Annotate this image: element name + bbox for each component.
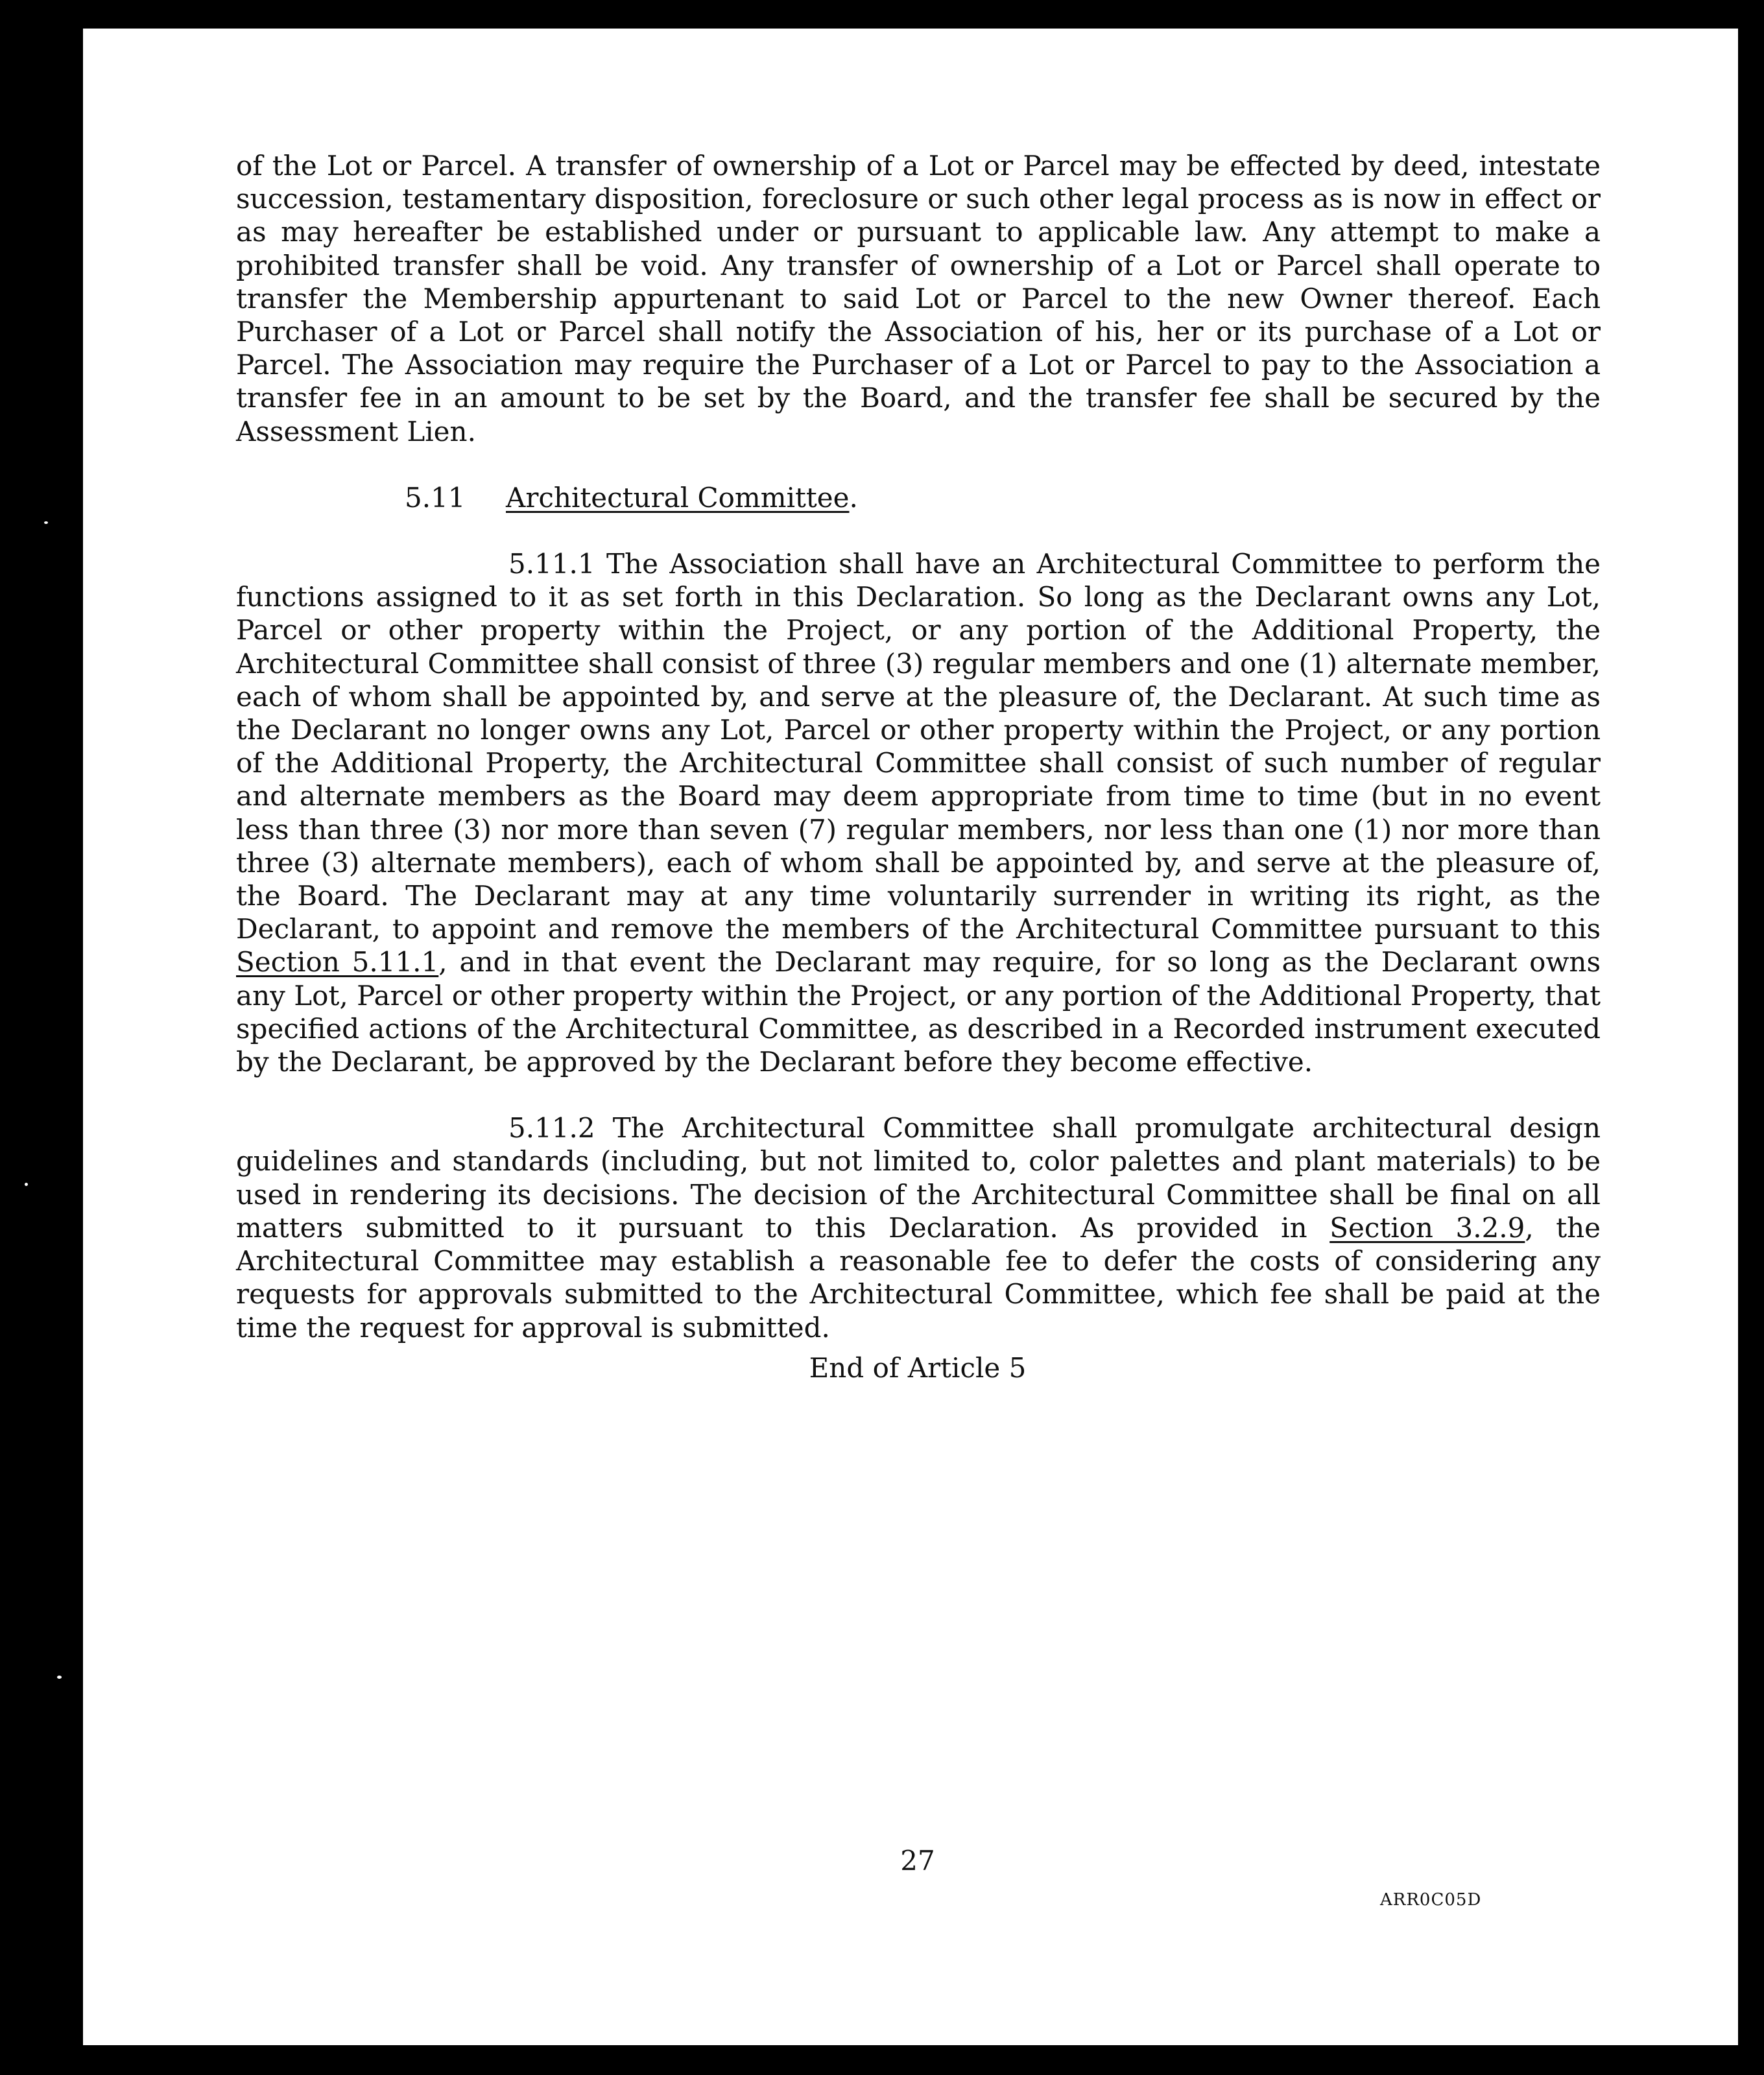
- subsection-5-11-1: [236, 547, 1601, 1078]
- end-of-article: End of Article 5: [809, 1352, 1027, 1384]
- section-title-period: .: [849, 481, 858, 514]
- subsection-text: 5.11.1 The Association shall have an Architectural Committee to perform the functions assigned to it as set forth in this Declaration. So long as the Declarant owns any Lot, Parcel or other property within the Project, or any portion of the Additional Property, the Architectural Committee shall consist of three (3) regular members and one (1) alternate member, each of whom shall be appointed by, and serve at the pleasure of, the Declarant. At such time as the Declarant no longer owns any Lot, Parcel or other property within the Project, or any portion of the Additional Property, the Architectural Committee shall consist of such number of regular and alternate members as the Board may deem appropriate from time to time (but in no event less than three (3) nor more than seven (7) regular members, nor less than one (1) nor more than three (3) alternate members), each of whom shall be appointed by, and serve at the pleasure of, the Board. The Declarant may at any time voluntarily surrender in writing its right, as the Declarant, to appoint and remove the members of the Architectural Committee pursuant to this: [236, 548, 1601, 945]
- subsection-text: , and in that event the Declarant may require, for so long as the Declarant owns any Lot, Parcel or other property within the Project, or any portion of the Additional Property, that specified actions of the Architectural Committee, as described in a Recorded instrument executed by the Declarant, be approved by the Declarant before they become effective.: [236, 946, 1601, 1078]
- section-reference: Section 3.2.9: [1329, 1211, 1525, 1244]
- section-title: Architectural Committee: [506, 481, 850, 514]
- subsection-text: , the Architectural Committee may establish a reasonable fee to defer the costs of considering any requests for approvals submitted to the Architectural Committee, which fee shall be paid at the time the request for approval is submitted.: [236, 1211, 1601, 1344]
- page-number: 27: [900, 1845, 935, 1877]
- opening-paragraph: of the Lot or Parcel. A transfer of ownership of a Lot or Parcel may be effected by deed, intestate succession, testamentary disposition, foreclosure or such other legal process as is now in effect or as may hereafter be established under or pursuant to applicable law. Any attempt to make a prohibited transfer shall be void. Any transfer of ownership of a Lot or Parcel shall operate to transfer the Membership appurtenant to said Lot or Parcel to the new Owner thereof. Each Purchaser of a Lot or Parcel shall notify the Association of his, her or its purchase of a Lot or Parcel. The Association may require the Purchaser of a Lot or Parcel to pay to the Association a transfer fee in an amount to be set by the Board, and the transfer fee shall be secured by the Assessment Lien.: [236, 150, 1601, 447]
- section-number: 5.11: [405, 481, 466, 514]
- document-body: [236, 149, 1601, 1344]
- scan-artifact: [25, 1183, 28, 1186]
- section-heading: [236, 481, 1601, 514]
- scan-artifact: [44, 521, 48, 524]
- scan-artifact: [57, 1676, 62, 1679]
- subsection-text: 5.11.2 The Architectural Committee shall promulgate architectural design guidelines and standards (including, but not limited to, color palettes and plant materials) to be used in rendering its decisions. The decision of the Architectural Committee shall be final on all matters submitted to it pursuant to this Declaration. As provided in: [236, 1112, 1601, 1244]
- section-reference: Section 5.11.1: [236, 946, 439, 978]
- subsection-5-11-2: [236, 1111, 1601, 1344]
- document-code: ARR0C05D: [1380, 1890, 1482, 1910]
